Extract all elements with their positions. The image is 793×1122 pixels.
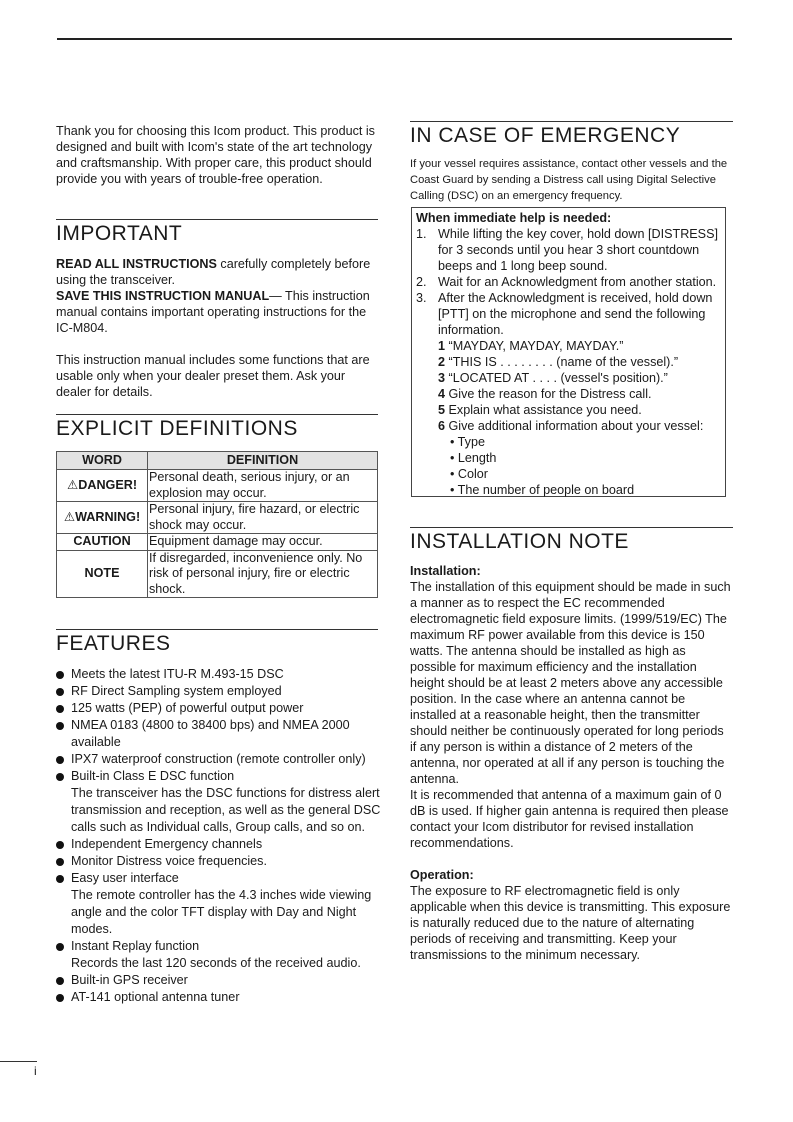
- definition-cell: Personal death, serious injury, or an explosion may occur.: [148, 470, 378, 502]
- save-manual-text: [56, 288, 378, 336]
- installation-heading: INSTALLATION NOTE: [410, 527, 733, 554]
- word-cell: NOTE: [57, 550, 148, 598]
- installation-text-1: The installation of this equipment should be made in such a manner as to respect the EC recommended electromagnetic field exposure limits. (1999/519/EC) The maximum RF power available from this device is 150 watts. The antenna should be installed as high as possible for maximum efficiency and the installation height should be at least 2 meters above any accessible position. In the case where an antenna cannot be installed at a reasonable height, then the transmitter should neither be continuously operated for long periods if any person is within a distance of 2 meters of the antenna, nor operated at all if any person is touching the antenna.: [410, 580, 731, 786]
- warning-triangle-icon: ⚠: [63, 509, 76, 524]
- emergency-intro: If your vessel requires assistance, contact other vessels and the Coast Guard by sending a Distress call using Digital Selective Calling (DSC) on an emergency frequency.: [410, 158, 728, 202]
- features-list: [56, 666, 386, 1006]
- definitions-heading: EXPLICIT DEFINITIONS: [56, 414, 378, 441]
- bullet-icon: [56, 841, 64, 849]
- list-item: • Type: [450, 435, 485, 449]
- list-item: 2. Wait for an Acknowledgment from another station.: [416, 275, 717, 289]
- list-item: 1. While lifting the key cover, hold down [DISTRESS] for 3 seconds until you hear 3 short countdown beeps and 1 long beep sound.: [416, 227, 718, 273]
- bullet-icon: [56, 671, 64, 679]
- warning-triangle-icon: ⚠: [66, 477, 79, 492]
- important-heading: IMPORTANT: [56, 219, 378, 246]
- emergency-box-title: When immediate help is needed:: [416, 211, 612, 225]
- list-item: 2 “THIS IS . . . . . . . . (name of the vessel).”: [438, 355, 679, 369]
- list-item: 6 Give additional information about your vessel:: [438, 419, 704, 433]
- save-manual-rest: — This instruction manual contains important operating instructions for the IC-M804.: [56, 289, 370, 335]
- emergency-heading: IN CASE OF EMERGENCY: [410, 121, 733, 148]
- list-item: • The number of people on board: [450, 483, 635, 497]
- operation-subheading: Operation:: [410, 868, 474, 882]
- read-instructions-rest: carefully completely before using the transceiver.: [56, 257, 371, 287]
- definition-cell: If disregarded, inconvenience only. No risk of personal injury, fire or electric shock.: [148, 550, 378, 598]
- list-item: 3. After the Acknowledgment is received, hold down [PTT] on the microphone and send the following information. 1 “MAYDAY, MAYDAY, MAYDAY.” 2 “THIS IS . . . . . . . . (name of the vessel).” 3 “LOCATED AT . . . . (vessel's position).” 4 Give the reason for the Distress call. 5 Explain what assistance you need. 6 Give additional information about your vessel: • Type • Length • Color • The number of people on board: [416, 290, 721, 498]
- list-item-detail: The transceiver has the DSC functions for distress alert transmission and reception, as well as the general DSC calls such as Individual calls, Group calls, and so on.: [71, 786, 381, 834]
- table-row: [57, 470, 378, 502]
- list-item: 3 “LOCATED AT . . . . (vessel's position).”: [438, 371, 668, 385]
- page-footer: [0, 1061, 37, 1078]
- table-row: [57, 502, 378, 534]
- vessel-info-bullets: [438, 434, 721, 498]
- bullet-icon: [56, 688, 64, 696]
- list-item: • Color: [450, 467, 489, 481]
- list-item: Built-in GPS receiver: [56, 972, 386, 989]
- list-item: IPX7 waterproof construction (remote controller only): [56, 751, 386, 768]
- header-rule: [57, 38, 732, 40]
- read-instructions-bold: READ ALL INSTRUCTIONS: [56, 257, 217, 271]
- list-item: AT-141 optional antenna tuner: [56, 989, 386, 1006]
- operation-text: The exposure to RF electromagnetic field is only applicable when this device is transmitting. This exposure is naturally reduced due to the nature of alternating periods of receiving and transmitting. Keep your transmissions to the minimum necessary.: [410, 884, 731, 962]
- bullet-icon: [56, 943, 64, 951]
- bullet-icon: [56, 875, 64, 883]
- list-item: Instant Replay function Records the last 120 seconds of the received audio.: [56, 938, 386, 972]
- list-item: 1 “MAYDAY, MAYDAY, MAYDAY.”: [438, 339, 624, 353]
- list-item-detail: Records the last 120 seconds of the received audio.: [71, 956, 361, 970]
- list-item: Easy user interface The remote controller has the 4.3 inches wide viewing angle and the color TFT display with Day and Night modes.: [56, 870, 386, 938]
- bullet-icon: [56, 994, 64, 1002]
- word-cell: ⚠DANGER!: [57, 470, 148, 502]
- definitions-table: [56, 451, 378, 598]
- bullet-icon: [56, 722, 64, 730]
- save-manual-bold: SAVE THIS INSTRUCTION MANUAL: [56, 289, 270, 303]
- bullet-icon: [56, 756, 64, 764]
- page-number: i: [34, 1064, 37, 1078]
- col-word: WORD: [57, 452, 148, 470]
- bullet-icon: [56, 977, 64, 985]
- list-item: RF Direct Sampling system employed: [56, 683, 386, 700]
- list-item: Independent Emergency channels: [56, 836, 386, 853]
- installation-subheading: Installation:: [410, 564, 481, 578]
- word-cell: CAUTION: [57, 534, 148, 551]
- definition-cell: Personal injury, fire hazard, or electric shock may occur.: [148, 502, 378, 534]
- list-item: 4 Give the reason for the Distress call.: [438, 387, 652, 401]
- bullet-icon: [56, 705, 64, 713]
- emergency-steps: [416, 226, 721, 498]
- list-item: 5 Explain what assistance you need.: [438, 403, 642, 417]
- distress-info-list: [438, 338, 721, 498]
- list-item: Monitor Distress voice frequencies.: [56, 853, 386, 870]
- word-cell: ⚠WARNING!: [57, 502, 148, 534]
- list-item: Built-in Class E DSC function The transceiver has the DSC functions for distress alert transmission and reception, as well as the general DSC calls such as Individual calls, Group calls, and so on.: [56, 768, 386, 836]
- list-item-detail: The remote controller has the 4.3 inches wide viewing angle and the color TFT display with Day and Night modes.: [71, 888, 372, 936]
- list-item: 125 watts (PEP) of powerful output power: [56, 700, 386, 717]
- bullet-icon: [56, 773, 64, 781]
- col-definition: DEFINITION: [148, 452, 378, 470]
- table-row: [57, 534, 378, 551]
- definitions-header-row: [57, 452, 378, 470]
- installation-text-2: It is recommended that antenna of a maximum gain of 0 dB is used. If higher gain antenna is required then please contact your Icom distributor for revised installation recommendations.: [410, 788, 729, 850]
- read-instructions-text: [56, 256, 378, 288]
- bullet-icon: [56, 858, 64, 866]
- list-item: Meets the latest ITU-R M.493-15 DSC: [56, 666, 386, 683]
- table-row: [57, 550, 378, 598]
- intro-paragraph: Thank you for choosing this Icom product. This product is designed and built with Icom's state of the art technology and craftsmanship. With proper care, this product should provide you with years of trouble-free operation.: [56, 124, 375, 186]
- dealer-note: This instruction manual includes some functions that are usable only when your dealer preset them. Ask your dealer for details.: [56, 353, 370, 399]
- list-item: NMEA 0183 (4800 to 38400 bps) and NMEA 2000 available: [56, 717, 386, 751]
- features-heading: FEATURES: [56, 629, 378, 656]
- emergency-steps-box: [411, 207, 726, 497]
- definition-cell: Equipment damage may occur.: [148, 534, 378, 551]
- list-item: • Length: [450, 451, 497, 465]
